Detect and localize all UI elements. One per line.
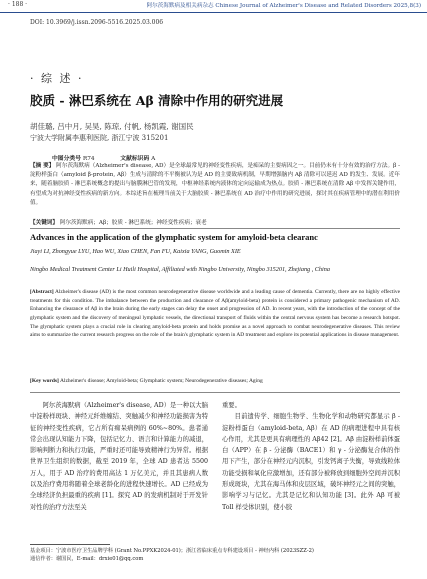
body-column-right <box>222 400 400 513</box>
section-label: · 综 述 · <box>30 72 84 85</box>
footnote-funding: 基金项目：宁波市医疗卫生品牌学科 (Grant No.PPXK2024-01)；浙江省临床重点专科建设项目 - 神经内科 (2023SZZ-2) <box>30 548 314 554</box>
abstract-chinese-text: 阿尔茨海默病（Alzheimer's disease, AD）是全球最常见的神经变性疾病，是痴呆的主要病因之一。目前仍未有十分有效的治疗方法。β - 淀粉样蛋白（amyloid β-protein, Aβ）生成与清除的不平衡被认为是 AD 的主要致病机制，早期增强脑内 Aβ 清除可以延迟 AD 的发生、发展。近年来，随着脑胶质 - 淋巴系统概念的提出与脑膜淋巴管的发现，中枢神经系统内液体的定向运输成为热点。胶质 - 淋巴系统在清除 Aβ 中发挥关键作用，有望成为对抗神经变性疾病的新方向。本综述旨在梳理当前关于大脑胶质 - 淋巴系统在 AD 治疗中作用的研究进展，探讨其在疾病管理中的潜在利用价值。 <box>30 163 400 206</box>
authors-english: Jiayi LI, Zhongyue LYU, Hao WU, Xiao CHEN, Fan FU, Kaixia YANG, Guomin XIE <box>30 248 241 255</box>
authors-chinese: 胡佳璐, 吕中月, 吴昊, 陈琼, 付帆, 杨凯霞, 谢国民 <box>30 122 194 131</box>
divider <box>30 228 400 229</box>
divider <box>30 392 400 393</box>
body-column-left <box>30 400 208 513</box>
doi: DOI: 10.3969/j.issn.2096-5516.2025.03.006 <box>30 19 164 26</box>
keywords-english-text: Alzheimer's disease; Amyloid-beta; Glymphatic system; Neurodegenerative diseases; Aging <box>59 378 263 384</box>
body-paragraph: 阿尔茨海默病（Alzheimer's disease, AD）是一种以大脑中淀粉样斑块、神经元纤维缠结、突触减少和神经功能损害为特征的神经变性疾病，它占所有痴呆病例的 60%~80%。患者通常会出现认知能力下降，包括记忆力、语言和计算能力的减退，影响判断力和执行功能，严重时还可能导致精神行为异常。根据世界卫生组织的数据，截至 2019 年，全球 AD 患者达 5500 万人，用于 AD 治疗的费用高达 1 万亿美元，并且其患病人数以及治疗费用将随着全球老龄化的进程快速增长。AD 已经成为全球经济负担最重的疾病 [1]。探究 AD 的发病机制对于开发针对性的治疗方法至关 <box>30 402 208 511</box>
abstract-english-text: Alzheimer's disease (AD) is the most common neurodegenerative disease worldwide and a leading cause of dementia. Currently, there are no highly effective treatments for this condition. The imbalance between the production and clearance of Aβ(amyloid-beta) protein is considered a primary pathogenic mechanism of AD. Enhancing the clearance of Aβ in the brain during the early stages can delay the onset and progression of AD. In recent years, with the introduction of the concept of the glymphatic system and the discovery of meningeal lymphatic vessels, the directional transport of fluids within the central nervous system has become a research hotspot. The glymphatic system plays a crucial role in clearing amyloid-beta protein and holds promise as a novel approach to combat neurodegenerative diseases. This review aims to summarize the current research progress on the role of the brain's glymphatic system in AD treatment and explore its potential applications in disease management. <box>30 289 400 339</box>
doc-code-label: 文献标识码 <box>120 156 150 162</box>
affiliation-chinese: 宁波大学附属李惠利医院, 浙江宁波 315201 <box>30 134 169 142</box>
abstract-chinese <box>30 162 400 208</box>
body-paragraph: 目前遗传学、细胞生物学、生物化学和动物研究都显示 β - 淀粉样蛋白（amyloid-beta, Aβ）在 AD 的病理进程中具有核心作用，尤其是更具有病理性的 Aβ42 [2]。Aβ 由淀粉样前体蛋白（APP）在 β - 分泌酶（BACE1）和 γ - 分泌酶复合体的作用下产生，部分在神经元内沉积，引发钙离子失衡，导致线粒体功能受损和氧化应激增加，还有部分被释放到细胞外空间并沉积形成斑块，尤其在海马体和皮层区域，破坏神经元之间的突触，影响学习与记忆。尤其是记忆和认知功能 [3]。此外 Aβ 可被 Toll 样受体识别，使小胶 <box>222 413 400 511</box>
classification-row <box>52 153 155 162</box>
doc-code-value: A <box>151 156 156 162</box>
abstract-english-label: [Abstract] <box>30 289 54 295</box>
footnote-correspondence: 通信作者：谢国民，E-mail：drxie01@qq.com <box>30 556 144 563</box>
footnotes <box>30 547 400 563</box>
keywords-english-label: [Key words] <box>30 378 59 384</box>
abstract-chinese-label: 【摘 要】 <box>30 163 55 169</box>
keywords-chinese-text: 阿尔茨海默病；Aβ；胶质 - 淋巴系统；神经变性疾病；衰老 <box>59 220 207 226</box>
keywords-chinese <box>30 218 207 226</box>
keywords-english <box>30 378 263 384</box>
journal-name: 阿尔茨海默病及相关病杂志 Chinese Journal of Alzheimer's Disease and Related Disorders 2025,8(3) <box>146 3 421 9</box>
page-number: · 188 · <box>8 1 28 8</box>
affiliation-english: Ningbo Medical Treatment Center Li Huili Hospital, Affiliated with Ningbo University, Ningbo 315201, Zhejiang , China <box>30 266 330 273</box>
body-paragraph: 重要。 <box>222 402 241 409</box>
clc-value: R74 <box>82 156 95 162</box>
clc-label: 中图分类号 <box>52 156 81 162</box>
footnote-divider <box>30 544 110 545</box>
running-head <box>0 0 427 13</box>
abstract-english <box>30 288 400 340</box>
keywords-chinese-label: 【关键词】 <box>30 220 58 226</box>
title-english: Advances in the application of the glymphatic system for amyloid-beta clearanc <box>30 232 318 242</box>
title-chinese: 胶质 - 淋巴系统在 Aβ 清除中作用的研究进展 <box>30 93 284 108</box>
